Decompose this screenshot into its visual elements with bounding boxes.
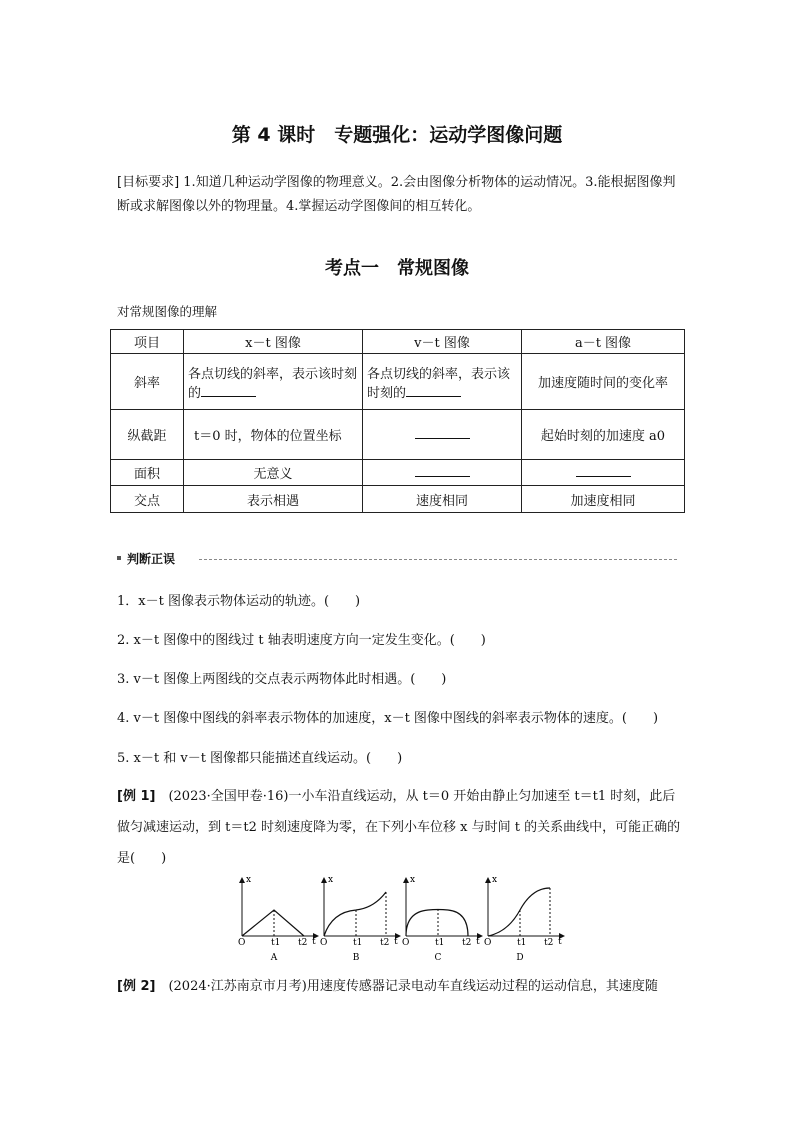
table-row <box>111 354 685 410</box>
option-label: D <box>516 953 524 963</box>
option-graphs <box>228 872 562 964</box>
judge-item-2: 2. x－t 图像中的图线过 t 轴表明速度方向一定发生变化。( ) <box>117 633 486 648</box>
cell-text: 各点切线的斜率，表示该时刻的 <box>367 366 511 401</box>
t2-label: t2 <box>544 938 554 948</box>
row-label: 纵截距 <box>111 410 184 460</box>
fill-blank <box>201 384 256 397</box>
divider <box>199 559 677 560</box>
cell-xt: t＝0 时，物体的位置坐标 <box>184 410 363 460</box>
option-label: B <box>352 953 360 963</box>
cell-vt: 速度相同 <box>363 486 522 513</box>
origin-label: O <box>320 938 328 948</box>
cell-at: 加速度随时间的变化率 <box>522 354 685 410</box>
origin-label: O <box>402 938 410 948</box>
t2-label: t2 <box>462 938 472 948</box>
judge-header-label: 判断正误 <box>127 552 176 566</box>
graph-b <box>320 875 400 963</box>
x-axis-label: t <box>558 937 562 947</box>
example-1-tag: [例 1] <box>117 789 156 804</box>
judge-item-3: 3. v－t 图像上两图线的交点表示两物体此时相遇。( ) <box>117 672 447 687</box>
table-row <box>111 410 685 460</box>
graph-d <box>484 875 564 963</box>
header-at: a－t 图像 <box>522 330 685 354</box>
fill-blank <box>406 384 461 397</box>
table-row <box>111 460 685 486</box>
t1-label: t1 <box>517 938 527 948</box>
cell-text: 各点切线的斜率，表示该时刻的 <box>188 366 358 401</box>
t1-label: t1 <box>271 938 281 948</box>
bullet-icon <box>117 556 121 560</box>
t1-label: t1 <box>435 938 445 948</box>
learning-goals <box>117 171 683 219</box>
origin-label: O <box>238 938 246 948</box>
cell-xt: 表示相遇 <box>184 486 363 513</box>
x-axis-label: t <box>476 937 480 947</box>
cell-at: 加速度相同 <box>522 486 685 513</box>
example-2-text: (2024·江苏南京市月考)用速度传感器记录电动车直线运动过程的运动信息，其速度随 <box>155 979 658 994</box>
t2-label: t2 <box>380 938 390 948</box>
table-caption: 对常规图像的理解 <box>117 304 218 319</box>
example-1 <box>117 781 683 874</box>
cell-vt <box>363 354 522 410</box>
row-label: 面积 <box>111 460 184 486</box>
table-header-row <box>111 330 685 354</box>
fill-blank <box>415 464 470 477</box>
judge-item-1: 1．x－t 图像表示物体运动的轨迹。( ) <box>117 594 361 609</box>
y-axis-label: x <box>492 875 498 885</box>
row-label: 交点 <box>111 486 184 513</box>
fill-blank <box>576 464 631 477</box>
row-label: 斜率 <box>111 354 184 410</box>
cell-at: 起始时刻的加速度 a0 <box>522 410 685 460</box>
example-2-tag: [例 2] <box>117 979 156 994</box>
option-label: C <box>434 953 442 963</box>
goals-text: 1.知道几种运动学图像的物理意义。2.会由图像分析物体的运动情况。3.能根据图像判断或求解图像以外的物理量。4.掌握运动学图像间的相互转化。 <box>117 175 676 214</box>
judge-header <box>117 548 677 570</box>
x-axis-label: t <box>394 937 398 947</box>
t2-label: t2 <box>298 938 308 948</box>
cell-vt <box>363 460 522 486</box>
t1-label: t1 <box>353 938 363 948</box>
y-axis-label: x <box>410 875 416 885</box>
concept-table <box>110 329 685 513</box>
goals-tag: [目标要求] <box>117 175 180 190</box>
y-axis-label: x <box>246 875 252 885</box>
cell-xt: 无意义 <box>184 460 363 486</box>
graph-c <box>402 875 482 963</box>
section-title: 考点一 常规图像 <box>325 258 469 279</box>
header-vt: v－t 图像 <box>363 330 522 354</box>
option-label: A <box>270 953 278 963</box>
example-2 <box>117 971 683 1002</box>
header-item: 项目 <box>111 330 184 354</box>
judge-item-5: 5. x－t 和 v－t 图像都只能描述直线运动。( ) <box>117 751 403 766</box>
header-xt: x－t 图像 <box>184 330 363 354</box>
x-axis-label: t <box>312 937 316 947</box>
judge-item-4: 4. v－t 图像中图线的斜率表示物体的加速度，x－t 图像中图线的斜率表示物体的速度。( ) <box>117 711 659 726</box>
lesson-title: 第 4 课时 专题强化：运动学图像问题 <box>231 124 563 146</box>
table-row <box>111 486 685 513</box>
example-1-text: (2023·全国甲卷·16)一小车沿直线运动，从 t＝0 开始由静止匀加速至 t＝t1 时刻，此后做匀减速运动，到 t＝t2 时刻速度降为零，在下列小车位移 x 与时间 t 的关系曲线中，可能正确的是( ) <box>117 789 681 866</box>
y-axis-label: x <box>328 875 334 885</box>
origin-label: O <box>484 938 492 948</box>
graph-a <box>238 875 318 963</box>
fill-blank <box>415 426 470 439</box>
cell-at <box>522 460 685 486</box>
cell-xt <box>184 354 363 410</box>
cell-vt <box>363 410 522 460</box>
